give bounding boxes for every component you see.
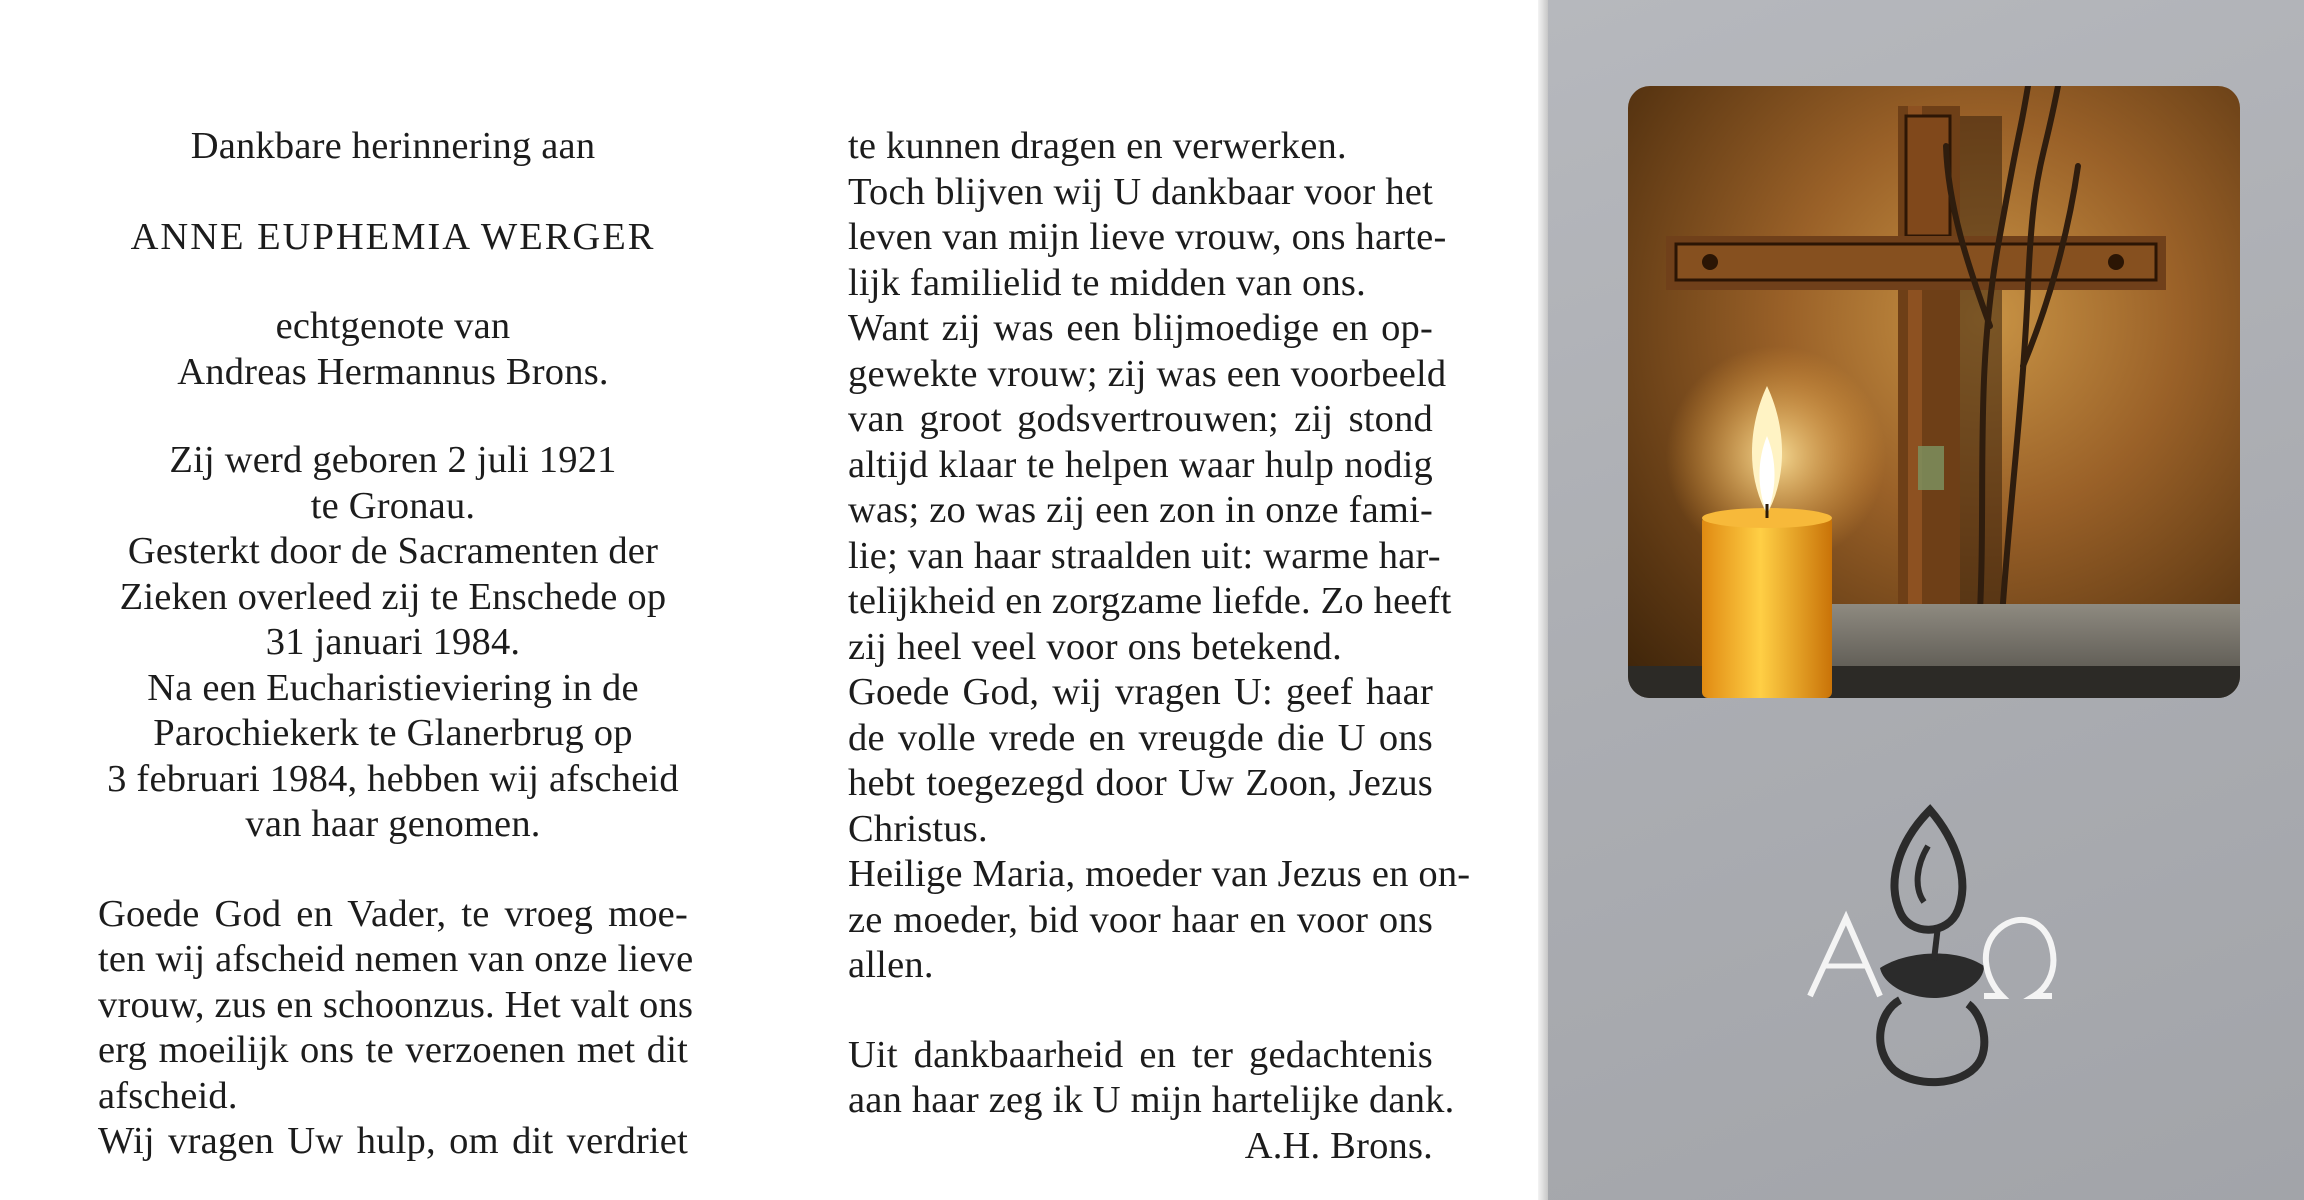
prayer-line: altijd klaar te helpen waar hulp nodig [848, 443, 1433, 486]
prayer-line: ten wij afscheid nemen van onze lieve [98, 938, 694, 980]
bio-line: 3 februari 1984, hebben wij afscheid [107, 757, 679, 800]
prayer-line: de volle vrede en vreugde die U ons [848, 716, 1433, 759]
alpha-omega-glyph [1788, 800, 2068, 1100]
bio-block [98, 438, 688, 848]
prayer-line: van groot godsvertrouwen; zij stond [848, 398, 1433, 440]
thanks-line: Uit dankbaarheid en ter gedachtenis [848, 1033, 1433, 1076]
thanks-block [848, 1033, 1455, 1170]
prayer-line: leven van mijn lieve vrouw, ons harte- [848, 216, 1447, 258]
spouse-name: Andreas Hermannus Brons. [177, 350, 609, 393]
prayer-line: ze moeder, bid voor haar en voor ons [848, 898, 1433, 941]
bio-line: Gesterkt door de Sacramenten der [127, 530, 659, 572]
prayer-line: lijk familielid te midden van ons. [848, 261, 1366, 304]
prayer-line: Christus. [848, 807, 988, 850]
bio-line: van haar genomen. [245, 803, 541, 845]
prayer-line: telijkheid en zorgzame liefde. Zo heeft [848, 580, 1452, 622]
bio-line: Na een Eucharistieviering in de [147, 666, 639, 709]
bio-line: 31 januari 1984. [265, 621, 521, 663]
bio-line: Zieken overleed zij te Enschede op [119, 575, 667, 618]
prayer-block-left [98, 892, 694, 1165]
prayer-line: Want zij was een blijmoedige en op- [848, 307, 1433, 349]
prayer-line: Wij vragen Uw hulp, om dit verdriet [98, 1120, 688, 1162]
prayer-line: Heilige Maria, moeder van Jezus en on- [848, 853, 1471, 895]
prayer-line: Goede God, wij vragen U: geef haar [848, 671, 1433, 713]
prayer-line: Goede God en Vader, te vroeg moe- [98, 892, 688, 935]
cross-candle-photo [1628, 86, 2240, 698]
alpha-omega-icon [1788, 800, 2068, 1105]
prayer-block-right [848, 124, 1471, 989]
deceased-name: ANNE EUPHEMIA WERGER [130, 215, 656, 258]
spouse-intro: echtgenote van [275, 305, 511, 347]
right-text-column [848, 124, 1471, 1169]
prayer-line: lie; van haar straalden uit: warme har- [848, 534, 1441, 577]
signature: A.H. Brons. [1244, 1124, 1433, 1167]
bio-line: Zij werd geboren 2 juli 1921 [169, 439, 617, 481]
prayer-line: vrouw, zus en schoonzus. Het valt ons [98, 983, 694, 1026]
prayer-line: gewekte vrouw; zij was een voorbeeld [848, 352, 1447, 395]
bio-line: Parochiekerk te Glanerbrug op [153, 712, 633, 754]
cross-candle-illustration [1628, 86, 2240, 698]
prayer-line: was; zo was zij een zon in onze fami- [848, 489, 1433, 531]
prayer-line: hebt toegezegd door Uw Zoon, Jezus [848, 762, 1433, 804]
prayer-line: zij heel veel voor ons betekend. [848, 625, 1342, 668]
prayer-line: Toch blijven wij U dankbaar voor het [848, 170, 1433, 213]
prayer-line: afscheid. [98, 1074, 238, 1117]
heading: Dankbare herinnering aan [190, 125, 596, 167]
left-text-column [98, 124, 694, 1165]
thanks-line: aan haar zeg ik U mijn hartelijke dank. [848, 1079, 1455, 1121]
prayer-line: allen. [848, 944, 934, 986]
bio-line: te Gronau. [310, 484, 476, 527]
prayer-line: te kunnen dragen en verwerken. [848, 125, 1347, 167]
prayer-line: erg moeilijk ons te verzoenen met dit [98, 1029, 688, 1071]
